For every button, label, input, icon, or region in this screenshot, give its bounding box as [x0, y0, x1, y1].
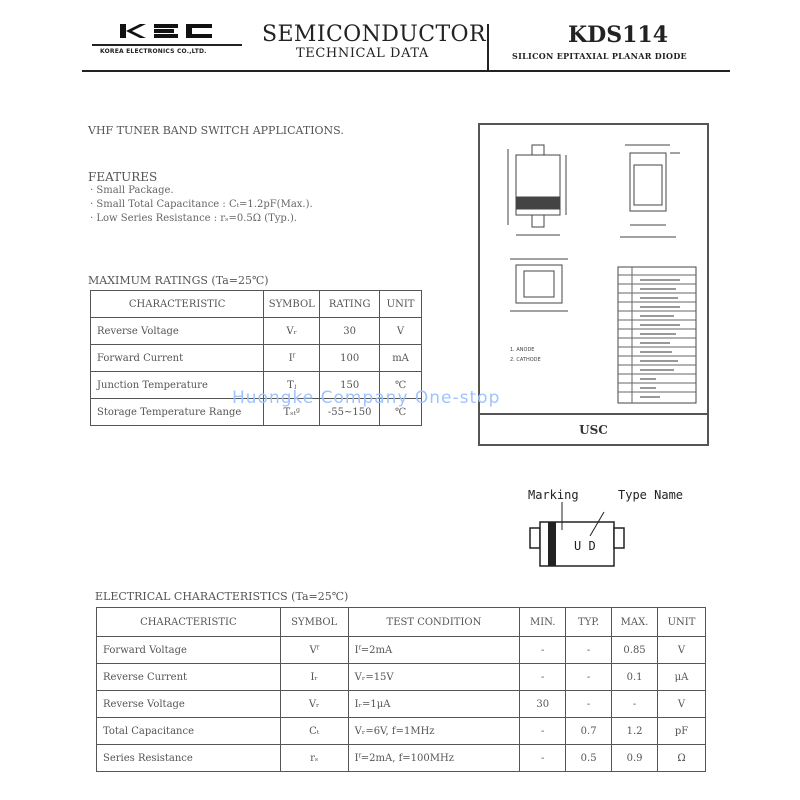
column-header: SYMBOL	[264, 291, 320, 318]
table-header-row	[97, 608, 706, 637]
table-cell: Iᶠ=2mA, f=100MHz	[348, 745, 520, 772]
table-cell: ℃	[380, 372, 422, 399]
package-name-divider	[478, 413, 709, 415]
table-row	[97, 745, 706, 772]
table-cell: 1.2	[612, 718, 658, 745]
column-header: UNIT	[658, 608, 706, 637]
column-header: SYMBOL	[280, 608, 348, 637]
application-text: VHF TUNER BAND SWITCH APPLICATIONS.	[88, 124, 344, 137]
table-cell: Iᶠ=2mA	[348, 637, 520, 664]
table-row	[97, 718, 706, 745]
part-description: SILICON EPITAXIAL PLANAR DIODE	[512, 51, 687, 61]
column-header: TEST CONDITION	[348, 608, 520, 637]
table-cell: 0.7	[566, 718, 612, 745]
watermark-text: Huongke Company One-stop	[232, 388, 501, 408]
table-cell: Forward Current	[91, 345, 264, 372]
column-header: TYP.	[566, 608, 612, 637]
table-row	[91, 345, 422, 372]
column-header: CHARACTERISTIC	[97, 608, 281, 637]
table-cell: V	[658, 637, 706, 664]
table-cell: V	[380, 318, 422, 345]
electrical-table	[96, 607, 706, 772]
column-header: RATING	[320, 291, 380, 318]
max-ratings-heading: MAXIMUM RATINGS (Ta=25℃)	[88, 274, 269, 287]
table-cell: -	[520, 637, 566, 664]
marking-lead-right	[614, 528, 624, 548]
table-cell: 100	[320, 345, 380, 372]
table-cell: pF	[658, 718, 706, 745]
table-cell: Tₛₜᵍ	[264, 399, 320, 426]
table-cell: Vᵣ	[280, 691, 348, 718]
table-cell: V	[658, 691, 706, 718]
marking-lead-left	[530, 528, 540, 548]
table-cell: -	[566, 664, 612, 691]
header-rule	[82, 70, 730, 72]
pin-label-cathode: 2. CATHODE	[510, 357, 541, 363]
column-header: CHARACTERISTIC	[91, 291, 264, 318]
table-cell: Reverse Voltage	[91, 318, 264, 345]
table-header-row	[91, 291, 422, 318]
table-cell: 30	[520, 691, 566, 718]
marking-code: U D	[574, 539, 596, 553]
table-cell: -	[520, 718, 566, 745]
column-header: MIN.	[520, 608, 566, 637]
cathode-band	[516, 197, 560, 209]
marking-diagram	[520, 500, 640, 576]
table-cell: Series Resistance	[97, 745, 281, 772]
table-cell: Reverse Voltage	[97, 691, 281, 718]
table-cell: ℃	[380, 399, 422, 426]
pin-label-anode: 1. ANODE	[510, 347, 535, 353]
features-heading: FEATURES	[88, 170, 158, 184]
table-row	[97, 691, 706, 718]
table-row	[91, 318, 422, 345]
doc-title: SEMICONDUCTOR	[262, 22, 486, 47]
package-side-view	[630, 153, 666, 211]
company-logo	[118, 22, 214, 40]
table-cell: 0.1	[612, 664, 658, 691]
table-cell: Vᵣ=15V	[348, 664, 520, 691]
table-cell: mA	[380, 345, 422, 372]
table-cell: Storage Temperature Range	[91, 399, 264, 426]
package-name: USC	[579, 423, 608, 437]
table-cell: Total Capacitance	[97, 718, 281, 745]
column-header: MAX.	[612, 608, 658, 637]
electrical-heading: ELECTRICAL CHARACTERISTICS (Ta=25℃)	[95, 590, 349, 603]
table-cell: -	[566, 637, 612, 664]
table-cell: -	[520, 745, 566, 772]
header-divider	[487, 24, 489, 70]
type-name-label: Type Name	[618, 488, 684, 502]
table-cell: Vᵣ	[264, 318, 320, 345]
table-cell: 0.9	[612, 745, 658, 772]
table-cell: -55~150	[320, 399, 380, 426]
table-cell: Iᵣ=1μA	[348, 691, 520, 718]
doc-subtitle: TECHNICAL DATA	[296, 46, 429, 61]
part-number: KDS114	[568, 22, 669, 48]
company-name: KOREA ELECTRONICS CO.,LTD.	[100, 48, 207, 55]
package-drawing	[480, 125, 707, 411]
marking-cathode-band	[548, 522, 556, 566]
table-cell: Iᶠ	[264, 345, 320, 372]
table-cell: 30	[320, 318, 380, 345]
table-cell: Iᵣ	[280, 664, 348, 691]
table-cell: Ω	[658, 745, 706, 772]
feature-item: · Small Total Capacitance : Cₜ=1.2pF(Max.).	[90, 199, 313, 210]
table-cell: rₛ	[280, 745, 348, 772]
table-cell: μA	[658, 664, 706, 691]
table-cell: -	[520, 664, 566, 691]
table-cell: 150	[320, 372, 380, 399]
table-row	[97, 664, 706, 691]
marking-label: Marking	[528, 488, 579, 502]
table-cell: Junction Temperature	[91, 372, 264, 399]
table-cell: Vᵣ=6V, f=1MHz	[348, 718, 520, 745]
logo-underline	[92, 44, 242, 46]
feature-item: · Small Package.	[90, 185, 174, 196]
column-header: UNIT	[380, 291, 422, 318]
table-cell: 0.85	[612, 637, 658, 664]
table-cell: Reverse Current	[97, 664, 281, 691]
table-cell: 0.5	[566, 745, 612, 772]
feature-item: · Low Series Resistance : rₛ=0.5Ω (Typ.).	[90, 213, 298, 224]
table-cell: Cₜ	[280, 718, 348, 745]
table-cell: -	[612, 691, 658, 718]
table-cell: -	[566, 691, 612, 718]
table-cell: Tⱼ	[264, 372, 320, 399]
table-cell: Forward Voltage	[97, 637, 281, 664]
table-row	[97, 637, 706, 664]
table-cell: Vᶠ	[280, 637, 348, 664]
